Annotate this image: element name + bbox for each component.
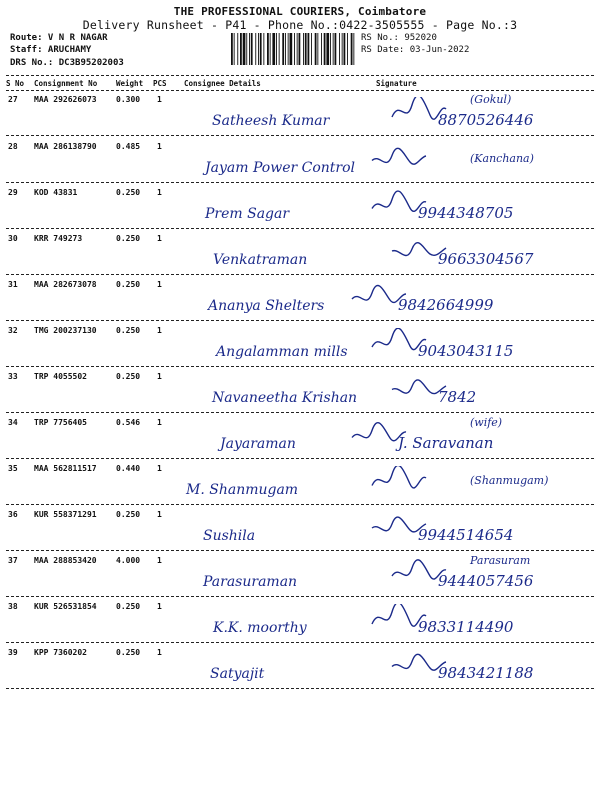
consignee-name-handwritten: Satheesh Kumar: [212, 113, 330, 129]
row-divider: [6, 458, 594, 459]
row-consignment-number: MAA 562811517: [34, 464, 97, 473]
row-pcs: 1: [157, 142, 162, 151]
signature-scribble: [390, 97, 450, 127]
row-serial-number: 27: [8, 95, 18, 104]
table-row: [0, 230, 600, 276]
signature-handwritten-text: 9663304567: [438, 250, 534, 268]
row-pcs: 1: [157, 602, 162, 611]
row-pcs: 1: [157, 234, 162, 243]
consignee-name-handwritten: K.K. moorthy: [213, 620, 307, 636]
row-consignment-number: TRP 4055502: [34, 372, 87, 381]
row-consignment-number: TMG 200237130: [34, 326, 97, 335]
row-serial-number: 38: [8, 602, 18, 611]
rs-number: RS No.: 952020: [361, 33, 437, 43]
row-weight: 0.546: [116, 418, 141, 427]
signature-handwritten-text: 8870526446: [438, 111, 534, 129]
row-weight: 0.485: [116, 142, 141, 151]
row-weight: 0.250: [116, 234, 141, 243]
table-row: [0, 368, 600, 414]
signature-scribble: [350, 420, 410, 450]
row-pcs: 1: [157, 648, 162, 657]
signature-scribble: [370, 328, 430, 358]
row-serial-number: 39: [8, 648, 18, 657]
row-serial-number: 37: [8, 556, 18, 565]
row-consignment-number: MAA 288853420: [34, 556, 97, 565]
table-row: [0, 138, 600, 184]
column-header-signature: Signature: [376, 79, 417, 88]
row-pcs: 1: [157, 510, 162, 519]
row-divider: [6, 504, 594, 505]
row-serial-number: 35: [8, 464, 18, 473]
row-serial-number: 29: [8, 188, 18, 197]
row-divider: [6, 320, 594, 321]
row-pcs: 1: [157, 372, 162, 381]
consignee-name-handwritten: Venkatraman: [213, 252, 308, 268]
table-row: [0, 322, 600, 368]
table-row: [0, 506, 600, 552]
row-divider: [6, 550, 594, 551]
signature-handwritten-note: (Kanchana): [470, 152, 534, 165]
row-weight: 0.250: [116, 510, 141, 519]
row-pcs: 1: [157, 280, 162, 289]
row-divider: [6, 366, 594, 367]
row-consignment-number: KPP 7360202: [34, 648, 87, 657]
row-consignment-number: KUR 526531854: [34, 602, 97, 611]
rs-date: RS Date: 03-Jun-2022: [361, 45, 470, 55]
row-pcs: 1: [157, 188, 162, 197]
signature-handwritten-text: 9043043115: [418, 342, 514, 360]
row-divider: [6, 596, 594, 597]
row-pcs: 1: [157, 326, 162, 335]
consignee-name-handwritten: Jayaraman: [220, 436, 296, 452]
consignee-name-handwritten: Ananya Shelters: [208, 298, 325, 314]
row-serial-number: 30: [8, 234, 18, 243]
signature-handwritten-note: (Shanmugam): [470, 474, 549, 487]
signature-scribble: [370, 466, 430, 496]
signature-handwritten-text: 9944348705: [418, 204, 514, 222]
row-serial-number: 36: [8, 510, 18, 519]
consignee-name-handwritten: Parasuraman: [203, 574, 298, 590]
consignee-name-handwritten: Angalamman mills: [216, 344, 348, 360]
signature-scribble: [390, 650, 450, 680]
row-pcs: 1: [157, 418, 162, 427]
signature-handwritten-text: 9444057456: [438, 572, 534, 590]
row-weight: 0.250: [116, 602, 141, 611]
signature-scribble: [370, 604, 430, 634]
row-weight: 0.250: [116, 326, 141, 335]
signature-scribble: [390, 374, 450, 404]
signature-handwritten-note: (wife): [470, 416, 503, 429]
signature-scribble: [370, 190, 430, 220]
signature-scribble: [350, 282, 410, 312]
row-weight: 0.250: [116, 372, 141, 381]
row-divider: [6, 182, 594, 183]
row-weight: 0.250: [116, 648, 141, 657]
column-header-weight: Weight: [116, 79, 144, 88]
table-row: [0, 644, 600, 690]
row-divider: [6, 135, 594, 136]
consignee-name-handwritten: Satyajit: [210, 666, 265, 682]
table-row: [0, 552, 600, 598]
row-weight: 0.250: [116, 280, 141, 289]
column-header-consignee-details: Consignee Details: [184, 79, 261, 88]
column-header-pcs: PCS: [153, 79, 167, 88]
signature-scribble: [370, 144, 430, 174]
table-row: [0, 184, 600, 230]
consignee-name-handwritten: Sushila: [203, 528, 256, 544]
row-pcs: 1: [157, 95, 162, 104]
signature-handwritten-text: 9833114490: [418, 618, 514, 636]
column-header-sno: S No: [6, 79, 25, 88]
runsheet-subtitle: Delivery Runsheet - P41 - Phone No.:0422-3505555 - Page No.:3: [82, 18, 518, 32]
row-divider: [6, 274, 594, 275]
consignee-name-handwritten: Navaneetha Krishan: [212, 390, 358, 406]
row-serial-number: 31: [8, 280, 18, 289]
signature-handwritten-text: 9842664999: [398, 296, 494, 314]
signature-handwritten-note: (Gokul): [470, 93, 512, 106]
table-row: [0, 598, 600, 644]
consignee-name-handwritten: Prem Sagar: [205, 206, 290, 222]
row-serial-number: 33: [8, 372, 18, 381]
row-consignment-number: TRP 7756405: [34, 418, 87, 427]
table-row: [0, 414, 600, 460]
table-row: [0, 276, 600, 322]
row-consignment-number: KRR 749273: [34, 234, 83, 243]
signature-handwritten-text: 7842: [438, 388, 477, 406]
staff-label: Staff: ARUCHAMY: [10, 45, 92, 55]
table-row: [0, 91, 600, 137]
row-divider: [6, 642, 594, 643]
row-pcs: 1: [157, 556, 162, 565]
row-weight: 0.300: [116, 95, 141, 104]
row-weight: 4.000: [116, 556, 141, 565]
row-weight: 0.250: [116, 188, 141, 197]
signature-scribble: [370, 512, 430, 542]
row-consignment-number: KUR 558371291: [34, 510, 97, 519]
row-divider: [6, 412, 594, 413]
signature-handwritten-text: 9843421188: [438, 664, 534, 682]
row-consignment-number: MAA 286138790: [34, 142, 97, 151]
row-weight: 0.440: [116, 464, 141, 473]
signature-handwritten-text: J. Saravanan: [398, 434, 494, 452]
barcode-image: [231, 33, 355, 65]
drs-number: DRS No.: DC3B95202003: [10, 58, 124, 68]
row-divider: [6, 228, 594, 229]
row-consignment-number: MAA 292626073: [34, 95, 97, 104]
consignee-name-handwritten: Jayam Power Control: [205, 160, 356, 176]
table-row: [0, 460, 600, 506]
row-divider: [6, 688, 594, 689]
row-serial-number: 28: [8, 142, 18, 151]
row-consignment-number: KOD 43831: [34, 188, 78, 197]
route-label: Route: V N R NAGAR: [10, 33, 108, 43]
row-pcs: 1: [157, 464, 162, 473]
signature-scribble: [390, 558, 450, 588]
column-header-consignment: Consignment No: [34, 79, 98, 88]
consignee-name-handwritten: M. Shanmugam: [186, 482, 299, 498]
signature-handwritten-note: Parasuram: [470, 554, 531, 567]
signature-scribble: [390, 236, 450, 266]
row-consignment-number: MAA 282673078: [34, 280, 97, 289]
runsheet-company-title: THE PROFESSIONAL COURIERS, Coimbatore: [173, 5, 427, 18]
row-serial-number: 32: [8, 326, 18, 335]
row-serial-number: 34: [8, 418, 18, 427]
signature-handwritten-text: 9944514654: [418, 526, 514, 544]
header-divider-top: [6, 75, 594, 76]
